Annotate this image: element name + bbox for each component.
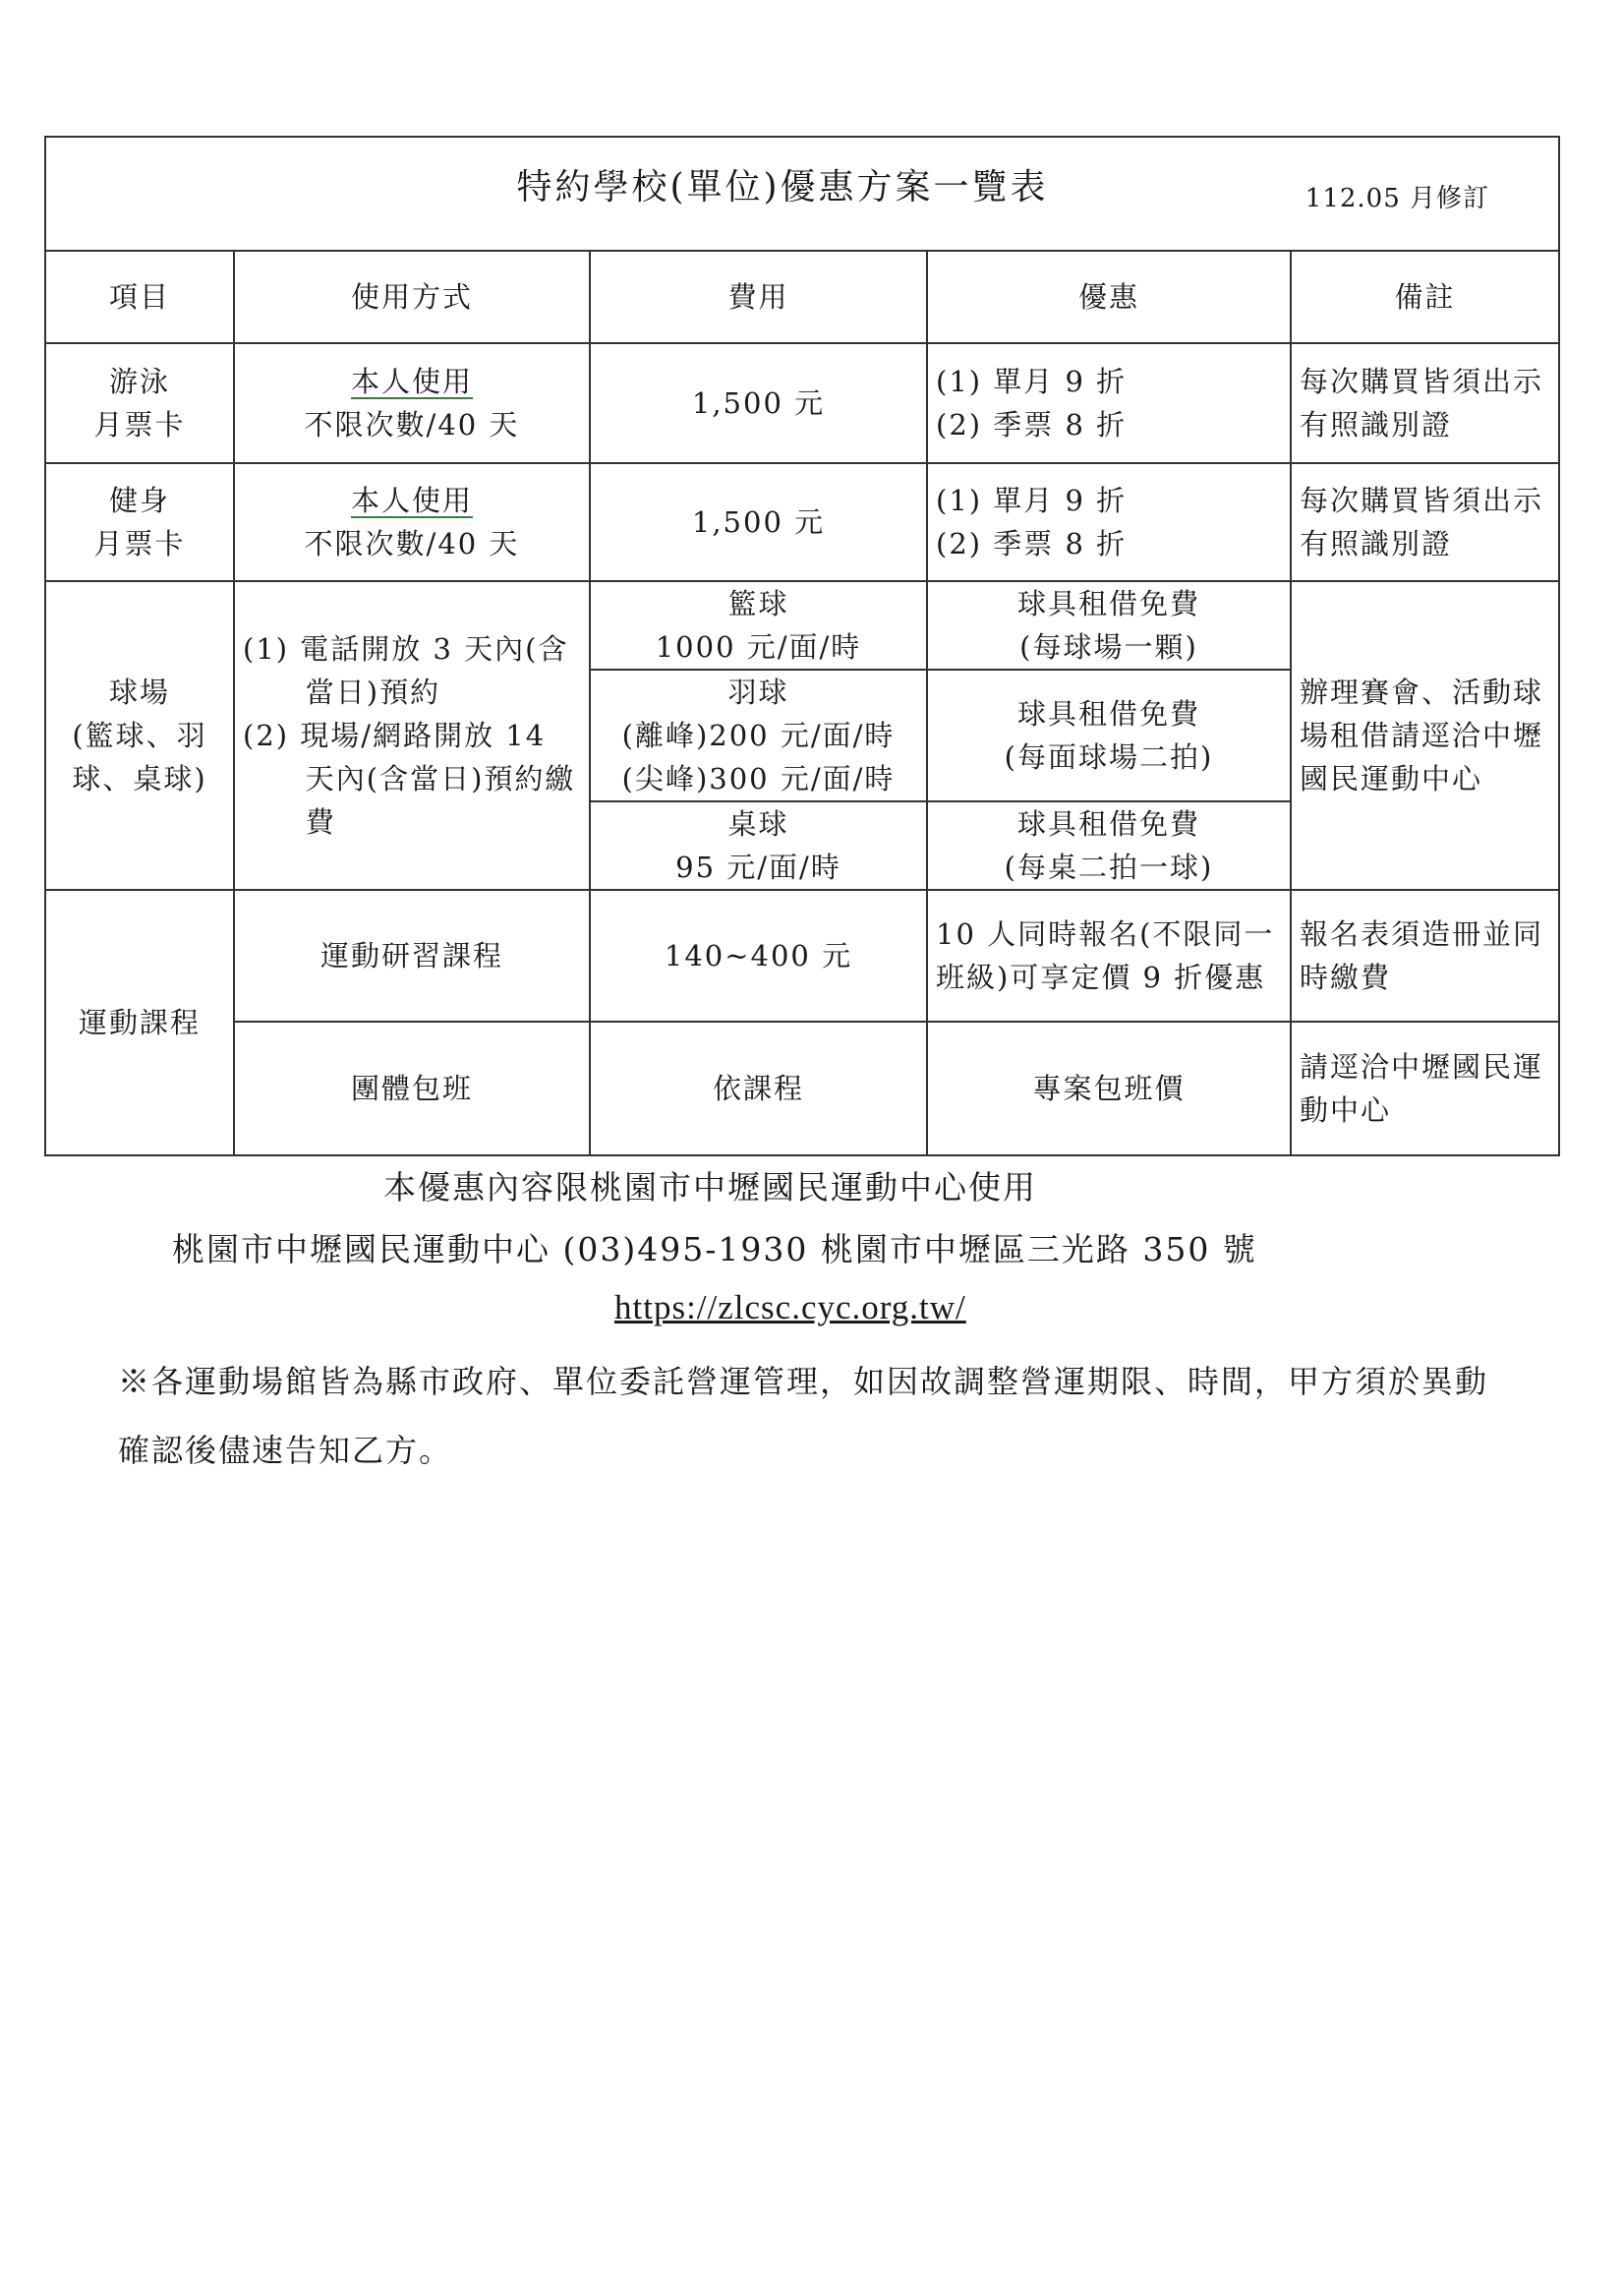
tabletennis-name: 桌球	[727, 807, 789, 841]
tabletennis-discount-line1: 球具租借免費	[1016, 807, 1200, 841]
gym-note: 每次購買皆須出示有照識別證	[1291, 463, 1559, 581]
header-discount: 優惠	[927, 251, 1291, 343]
table-row-course-group	[45, 1022, 1559, 1155]
gym-item-line1: 健身	[108, 484, 170, 517]
header-item: 項目	[45, 251, 234, 343]
tabletennis-discount	[927, 801, 1291, 890]
swim-discount-line2: (2) 季票 8 折	[936, 408, 1128, 442]
course-study-usage: 運動研習課程	[234, 890, 590, 1022]
court-item-line1: 球場	[108, 676, 170, 709]
swim-item-line2: 月票卡	[93, 408, 186, 442]
basketball-discount-line2: (每球場一顆)	[1019, 630, 1198, 664]
gym-usage-line2: 不限次數/40 天	[304, 527, 520, 560]
court-item	[45, 581, 234, 890]
basketball-name: 籃球	[727, 587, 789, 620]
court-usage	[234, 581, 590, 890]
footer-website-link[interactable]: https://zlcsc.cyc.org.tw/	[614, 1288, 966, 1326]
swim-fee: 1,500 元	[590, 343, 927, 463]
table-header-row	[45, 251, 1559, 343]
tabletennis-fee	[590, 801, 927, 890]
course-group-usage: 團體包班	[234, 1022, 590, 1155]
court-note: 辦理賽會、活動球場租借請逕洽中壢國民運動中心	[1291, 581, 1559, 890]
tabletennis-discount-line2: (每桌二拍一球)	[1004, 851, 1214, 884]
basketball-discount-line1: 球具租借免費	[1016, 587, 1200, 620]
court-item-line2: (籃球、羽球、桌球)	[72, 719, 207, 795]
badminton-fee	[590, 670, 927, 801]
footer-contact-text: 桃園市中壢國民運動中心 (03)495-1930 桃園市中壢區三光路 350 號	[172, 1230, 1257, 1268]
tabletennis-fee-value: 95 元/面/時	[675, 851, 841, 884]
offer-table	[44, 136, 1560, 1156]
swim-usage-line2: 不限次數/40 天	[304, 408, 520, 442]
table-title-cell	[45, 137, 1559, 251]
header-fee: 費用	[590, 251, 927, 343]
swim-usage	[234, 343, 590, 463]
gym-usage	[234, 463, 590, 581]
gym-item	[45, 463, 234, 581]
table-title: 特約學校(單位)優惠方案一覽表	[516, 166, 1049, 207]
badminton-name: 羽球	[727, 676, 789, 709]
badminton-fee-peak: (尖峰)300 元/面/時	[621, 762, 896, 795]
course-study-note: 報名表須造冊並同時繳費	[1291, 890, 1559, 1022]
gym-fee: 1,500 元	[590, 463, 927, 581]
swim-item-line1: 游泳	[108, 365, 170, 398]
table-row-gym	[45, 463, 1559, 581]
swim-discount	[927, 343, 1291, 463]
gym-discount-line1: (1) 單月 9 折	[936, 484, 1128, 517]
footer-scope-text: 本優惠內容限桃園市中壢國民運動中心使用	[383, 1168, 1037, 1207]
court-usage-phone: (1) 電話開放 3 天內(含當日)預約	[243, 632, 569, 709]
table-row-course-study	[45, 890, 1559, 1022]
revision-date: 112.05 月修訂	[1304, 184, 1490, 213]
basketball-fee	[590, 581, 927, 670]
gym-discount	[927, 463, 1291, 581]
gym-usage-line1: 本人使用	[350, 484, 473, 517]
swim-item	[45, 343, 234, 463]
gym-item-line2: 月票卡	[93, 527, 186, 560]
swim-note: 每次購買皆須出示有照識別證	[1291, 343, 1559, 463]
course-group-note: 請逕洽中壢國民運動中心	[1291, 1022, 1559, 1155]
table-row-swim	[45, 343, 1559, 463]
court-usage-onsite: (2) 現場/網路開放 14 天內(含當日)預約繳費	[243, 719, 576, 839]
badminton-discount-line1: 球具租借免費	[1016, 697, 1200, 731]
course-item: 運動課程	[45, 890, 234, 1155]
footer-notice: ※各運動場館皆為縣市政府、單位委託營運管理，如因故調整營運期限、時間，甲方須於異動確認後儘速告知乙方。	[118, 1363, 1489, 1469]
header-usage: 使用方式	[234, 251, 590, 343]
header-note: 備註	[1291, 251, 1559, 343]
badminton-discount	[927, 670, 1291, 801]
basketball-fee-value: 1000 元/面/時	[655, 630, 862, 664]
gym-discount-line2: (2) 季票 8 折	[936, 527, 1128, 560]
course-study-discount: 10 人同時報名(不限同一班級)可享定價 9 折優惠	[927, 890, 1291, 1022]
badminton-discount-line2: (每面球場二拍)	[1004, 740, 1214, 774]
basketball-discount	[927, 581, 1291, 670]
badminton-fee-offpeak: (離峰)200 元/面/時	[621, 719, 896, 752]
table-row-basketball	[45, 581, 1559, 670]
course-group-discount: 專案包班價	[927, 1022, 1291, 1155]
course-study-fee: 140~400 元	[590, 890, 927, 1022]
swim-discount-line1: (1) 單月 9 折	[936, 365, 1128, 398]
course-group-fee: 依課程	[590, 1022, 927, 1155]
swim-usage-line1: 本人使用	[350, 365, 473, 398]
